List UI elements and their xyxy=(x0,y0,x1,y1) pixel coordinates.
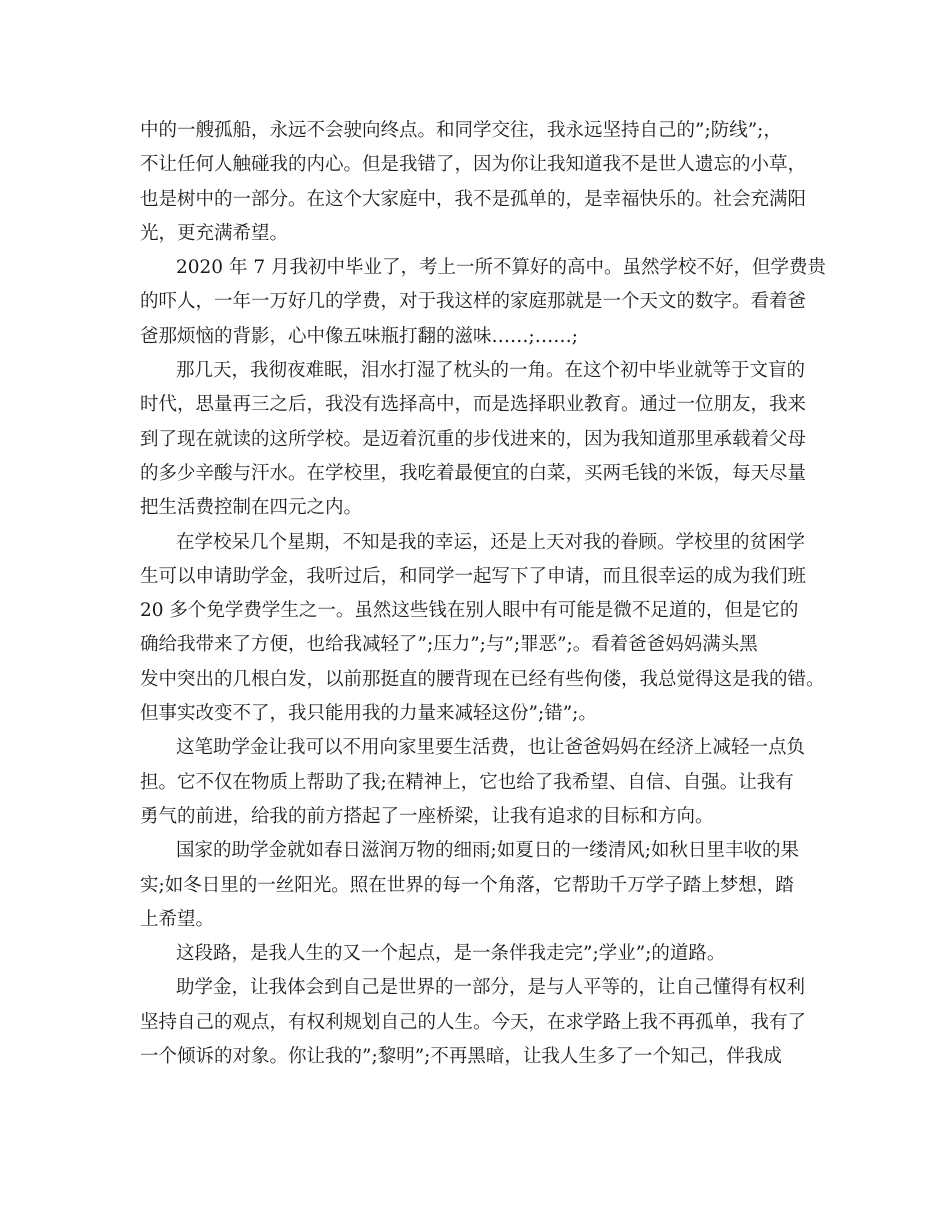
text-line: 发中突出的几根白发，以前那挺直的腰背现在已经有些佝偻，我总觉得这是我的错。 xyxy=(140,668,825,690)
text-line: 的吓人，一年一万好几的学费，对于我这样的家庭那就是一个天文的数字。看着爸 xyxy=(140,291,807,313)
text-line: 这笔助学金让我可以不用向家里要生活费，也让爸爸妈妈在经济上减轻一点负 xyxy=(176,737,806,759)
document-body xyxy=(140,114,826,1074)
text-line: 这段路，是我人生的又一个起点，是一条伴我走完”;学业”;的道路。 xyxy=(176,943,726,965)
text-line: 时代，思量再三之后，我没有选择高中，而是选择职业教育。通过一位朋友，我来 xyxy=(140,394,807,416)
text-line: 确给我带来了方便，也给我减轻了”;压力”;与”;罪恶”;。看着爸爸妈妈满头黑 xyxy=(140,634,758,656)
text-line: 不让任何人触碰我的内心。但是我错了，因为你让我知道我不是世人遗忘的小草， xyxy=(140,154,807,176)
text-line: 上希望。 xyxy=(140,908,215,930)
text-line: 把生活费控制在四元之内。 xyxy=(140,497,363,519)
text-line: 那几天，我彻夜难眠，泪水打湿了枕头的一角。在这个初中毕业就等于文盲的 xyxy=(176,360,806,382)
text-line: 爸那烦恼的背影，心中像五味瓶打翻的滋味……;……; xyxy=(140,325,578,347)
text-line: 国家的助学金就如春日滋润万物的细雨;如夏日的一缕清风;如秋日里丰收的果 xyxy=(176,840,799,862)
text-line: 2020 年 7 月我初中毕业了，考上一所不算好的高中。虽然学校不好，但学费贵 xyxy=(176,257,826,279)
text-line: 坚持自己的观点，有权利规划自己的人生。今天，在求学路上我不再孤单，我有了 xyxy=(140,1011,807,1033)
text-line: 实;如冬日里的一丝阳光。照在世界的每一个角落，它帮助千万学子踏上梦想，踏 xyxy=(140,874,794,896)
text-line: 20 多个免学费学生之一。虽然这些钱在别人眼中有可能是微不足道的，但是它的 xyxy=(140,600,799,622)
text-line: 但事实改变不了，我只能用我的力量来减轻这份”;错”;。 xyxy=(140,703,597,725)
text-line: 一个倾诉的对象。你让我的”;黎明”;不再黑暗，让我人生多了一个知己，伴我成 xyxy=(140,1046,782,1068)
text-line: 也是树中的一部分。在这个大家庭中，我不是孤单的，是幸福快乐的。社会充满阳 xyxy=(140,188,807,210)
text-line: 的多少辛酸与汗水。在学校里，我吃着最便宜的白菜，买两毛钱的米饭，每天尽量 xyxy=(140,462,807,484)
text-line: 光，更充满希望。 xyxy=(140,222,289,244)
text-line: 到了现在就读的这所学校。是迈着沉重的步伐进来的，因为我知道那里承载着父母 xyxy=(140,428,807,450)
text-line: 勇气的前进，给我的前方搭起了一座桥梁，让我有追求的目标和方向。 xyxy=(140,805,714,827)
text-line: 担。它不仅在物质上帮助了我;在精神上，它也给了我希望、自信、自强。让我有 xyxy=(140,771,794,793)
text-line: 在学校呆几个星期，不知是我的幸运，还是上天对我的眷顾。学校里的贫困学 xyxy=(176,531,806,553)
text-line: 生可以申请助学金，我听过后，和同学一起写下了申请，而且很幸运的成为我们班 xyxy=(140,565,807,587)
text-line: 助学金，让我体会到自己是世界的一部分，是与人平等的，让自己懂得有权利 xyxy=(176,977,806,999)
text-line: 中的一艘孤船，永远不会驶向终点。和同学交往，我永远坚持自己的”;防线”;， xyxy=(140,120,782,141)
